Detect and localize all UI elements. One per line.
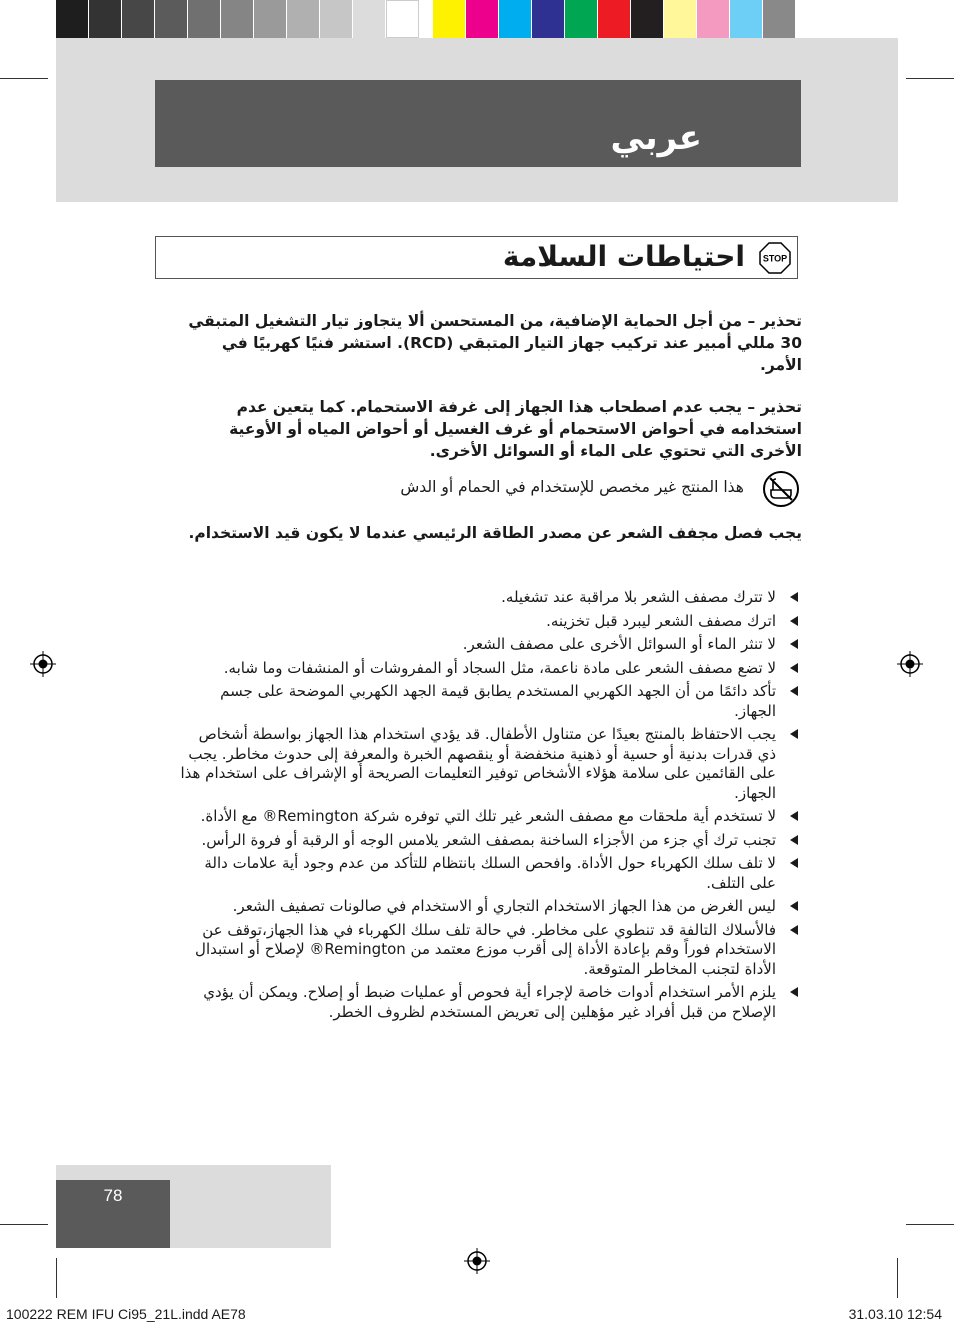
warning-rcd: تحذير – من أجل الحماية الإضافية، من المستحسن ألا يتجاوز تيار التشغيل المتبقي 30 مللي أمبير عند تركيب جهاز التيار المتبقي (RCD). استشر فنيًا كهربيًا في الأمر. [188,312,802,374]
color-swatch [631,0,664,38]
color-swatch [499,0,532,38]
bullet-text: لا تضع مصفف الشعر على مادة ناعمة، مثل السجاد أو المفروشات أو المنشفات وما شابه. [223,658,776,677]
bullet-arrow-icon [790,663,798,673]
bullet-arrow-icon [790,616,798,626]
color-swatch [730,0,763,38]
gray-swatch [221,0,254,38]
bullet-arrow-icon [790,835,798,845]
bath-notice-text: هذا المنتج غير مخصص للإستخدام في الحمام أو الدش [400,478,744,496]
color-swatch [565,0,598,38]
color-registration-bar [56,0,796,38]
bullet-text: لا تستخدم أية ملحقات مع مصفف الشعر غير تلك التي توفره شركة Remington® مع الأداة. [200,807,776,825]
bullet-arrow-icon [790,592,798,602]
gray-swatch [386,0,419,38]
file-slug: 100222 REM IFU Ci95_21L.indd AE78 [6,1306,246,1322]
color-swatch [466,0,499,38]
bullet-text: تجنب ترك أي جزء من الأجزاء الساخنة بمصفف الشعر يلامس الوجه أو الرقبة أو فروة الرأس. [201,830,776,849]
bullet-arrow-icon [790,901,798,911]
crop-mark [56,1258,57,1298]
no-bath-icon [762,470,800,508]
crop-mark [0,78,48,79]
color-swatch [763,0,796,38]
bullet-text: يلزم الأمر استخدام أدوات خاصة لإجراء أية فحوص أو عمليات ضبط أو إصلاح. ويمكن أن يؤدي الإصلاح من قبل أفراد غير مؤهلين إلى تعريض المستخدم لظروف الخطر. [203,983,776,1021]
bullet-arrow-icon [790,987,798,997]
bullet-item [178,588,802,608]
color-swatch [598,0,631,38]
bullet-text: لا تترك مصفف الشعر بلا مراقبة عند تشغيله. [501,588,776,606]
stop-icon [759,242,791,274]
bullet-item [178,831,802,851]
gray-swatch [320,0,353,38]
bullet-text: فالأسلاك التالفة قد تنطوي على مخاطر. في حالة تلف سلك الكهرباء في هذا الجهاز،توقف عن الاستخدام فوراً وقم بإعادة الأداة إلى أقرب موزع معتمد من Remington® لإصلاح أو استبدال الأداة لتجنب المخاطر المتوقعة. [195,920,776,978]
bullet-item [178,807,802,827]
gray-swatch [353,0,386,38]
bullet-text: تأكد دائمًا من أن الجهد الكهربي المستخدم يطابق قيمة الجهد الكهربي الموضحة على جسم الجهاز. [220,682,776,720]
section-title: احتياطات السلامة [502,240,745,273]
page-number: 78 [103,1186,123,1205]
bullet-item [178,897,802,917]
gray-swatch [287,0,320,38]
crop-mark [0,1224,48,1225]
gray-swatch [56,0,89,38]
bullet-arrow-icon [790,729,798,739]
unplug-warning: يجب فصل مجفف الشعر عن مصدر الطاقة الرئيسي عندما لا يكون قيد الاستخدام. [188,524,802,542]
bath-notice [300,470,800,510]
bullet-text: ليس الغرض من هذا الجهاز الاستخدام التجاري أو الاستخدام في صالونات تصفيف الشعر. [232,897,776,915]
color-swatch [664,0,697,38]
bullet-text: لا تنثر الماء أو السوائل الأخرى على مصفف الشعر. [462,635,776,653]
bullet-text: يجب الاحتفاظ بالمنتج بعيدًا عن متناول الأطفال. قد يؤدي استخدام هذا الجهاز بواسطة أشخاص ذي قدرات بدنية أو حسية أو ذهنية منخفضة أو ينقصهم الخبرة والمعرفة إلى حدوث مخاطر. يجب على القائمين على سلامة هؤلاء الأشخاص توفير التعليمات الصريحة أو الإشراف على استخدام هذا الجهاز. [180,725,776,802]
header-box [155,80,801,167]
bullet-item [178,682,802,721]
bullet-item [178,659,802,679]
color-swatch [697,0,730,38]
date-slug: 31.03.10 12:54 [848,1306,942,1322]
page-number-box [56,1180,170,1248]
bullet-item [178,612,802,632]
color-swatch [433,0,466,38]
bullet-arrow-icon [790,925,798,935]
bullet-item [178,635,802,655]
safety-list [178,588,802,1026]
gray-swatch [188,0,221,38]
gray-swatch [89,0,122,38]
color-swatch [532,0,565,38]
section-header [155,236,798,279]
bullet-text: اترك مصفف الشعر ليبرد قبل تخزينه. [546,611,776,630]
registration-mark-right [897,651,923,677]
crop-mark [897,1258,898,1298]
bullet-arrow-icon [790,686,798,696]
gray-swatch [254,0,287,38]
bullet-arrow-icon [790,639,798,649]
language-title: عربي [610,118,702,158]
bullet-item [178,921,802,980]
warning-bathroom: تحذير – يجب عدم اصطحاب هذا الجهاز إلى غرفة الاستحمام. كما يتعين عدم استخدامه في أحواض الاستحمام أو غرف الغسيل أو أحواض المياه أو الأوعية الأخرى التي تحتوي على الماء أو السوائل الأخرى. [229,398,802,460]
registration-mark-left [30,651,56,677]
bullet-arrow-icon [790,858,798,868]
bullet-item [178,983,802,1022]
bullet-arrow-icon [790,811,798,821]
stop-label: STOP [762,253,788,264]
bullet-text: لا تلف سلك الكهرباء حول الأداة. وافحص السلك بانتظام للتأكد من عدم وجود أية علامات دالة على التلف. [204,854,776,892]
crop-mark [906,1224,954,1225]
registration-mark-bottom [464,1248,490,1274]
bullet-item [178,854,802,893]
crop-mark [906,78,954,79]
gray-swatch [122,0,155,38]
gray-swatch [155,0,188,38]
bullet-item [178,725,802,803]
